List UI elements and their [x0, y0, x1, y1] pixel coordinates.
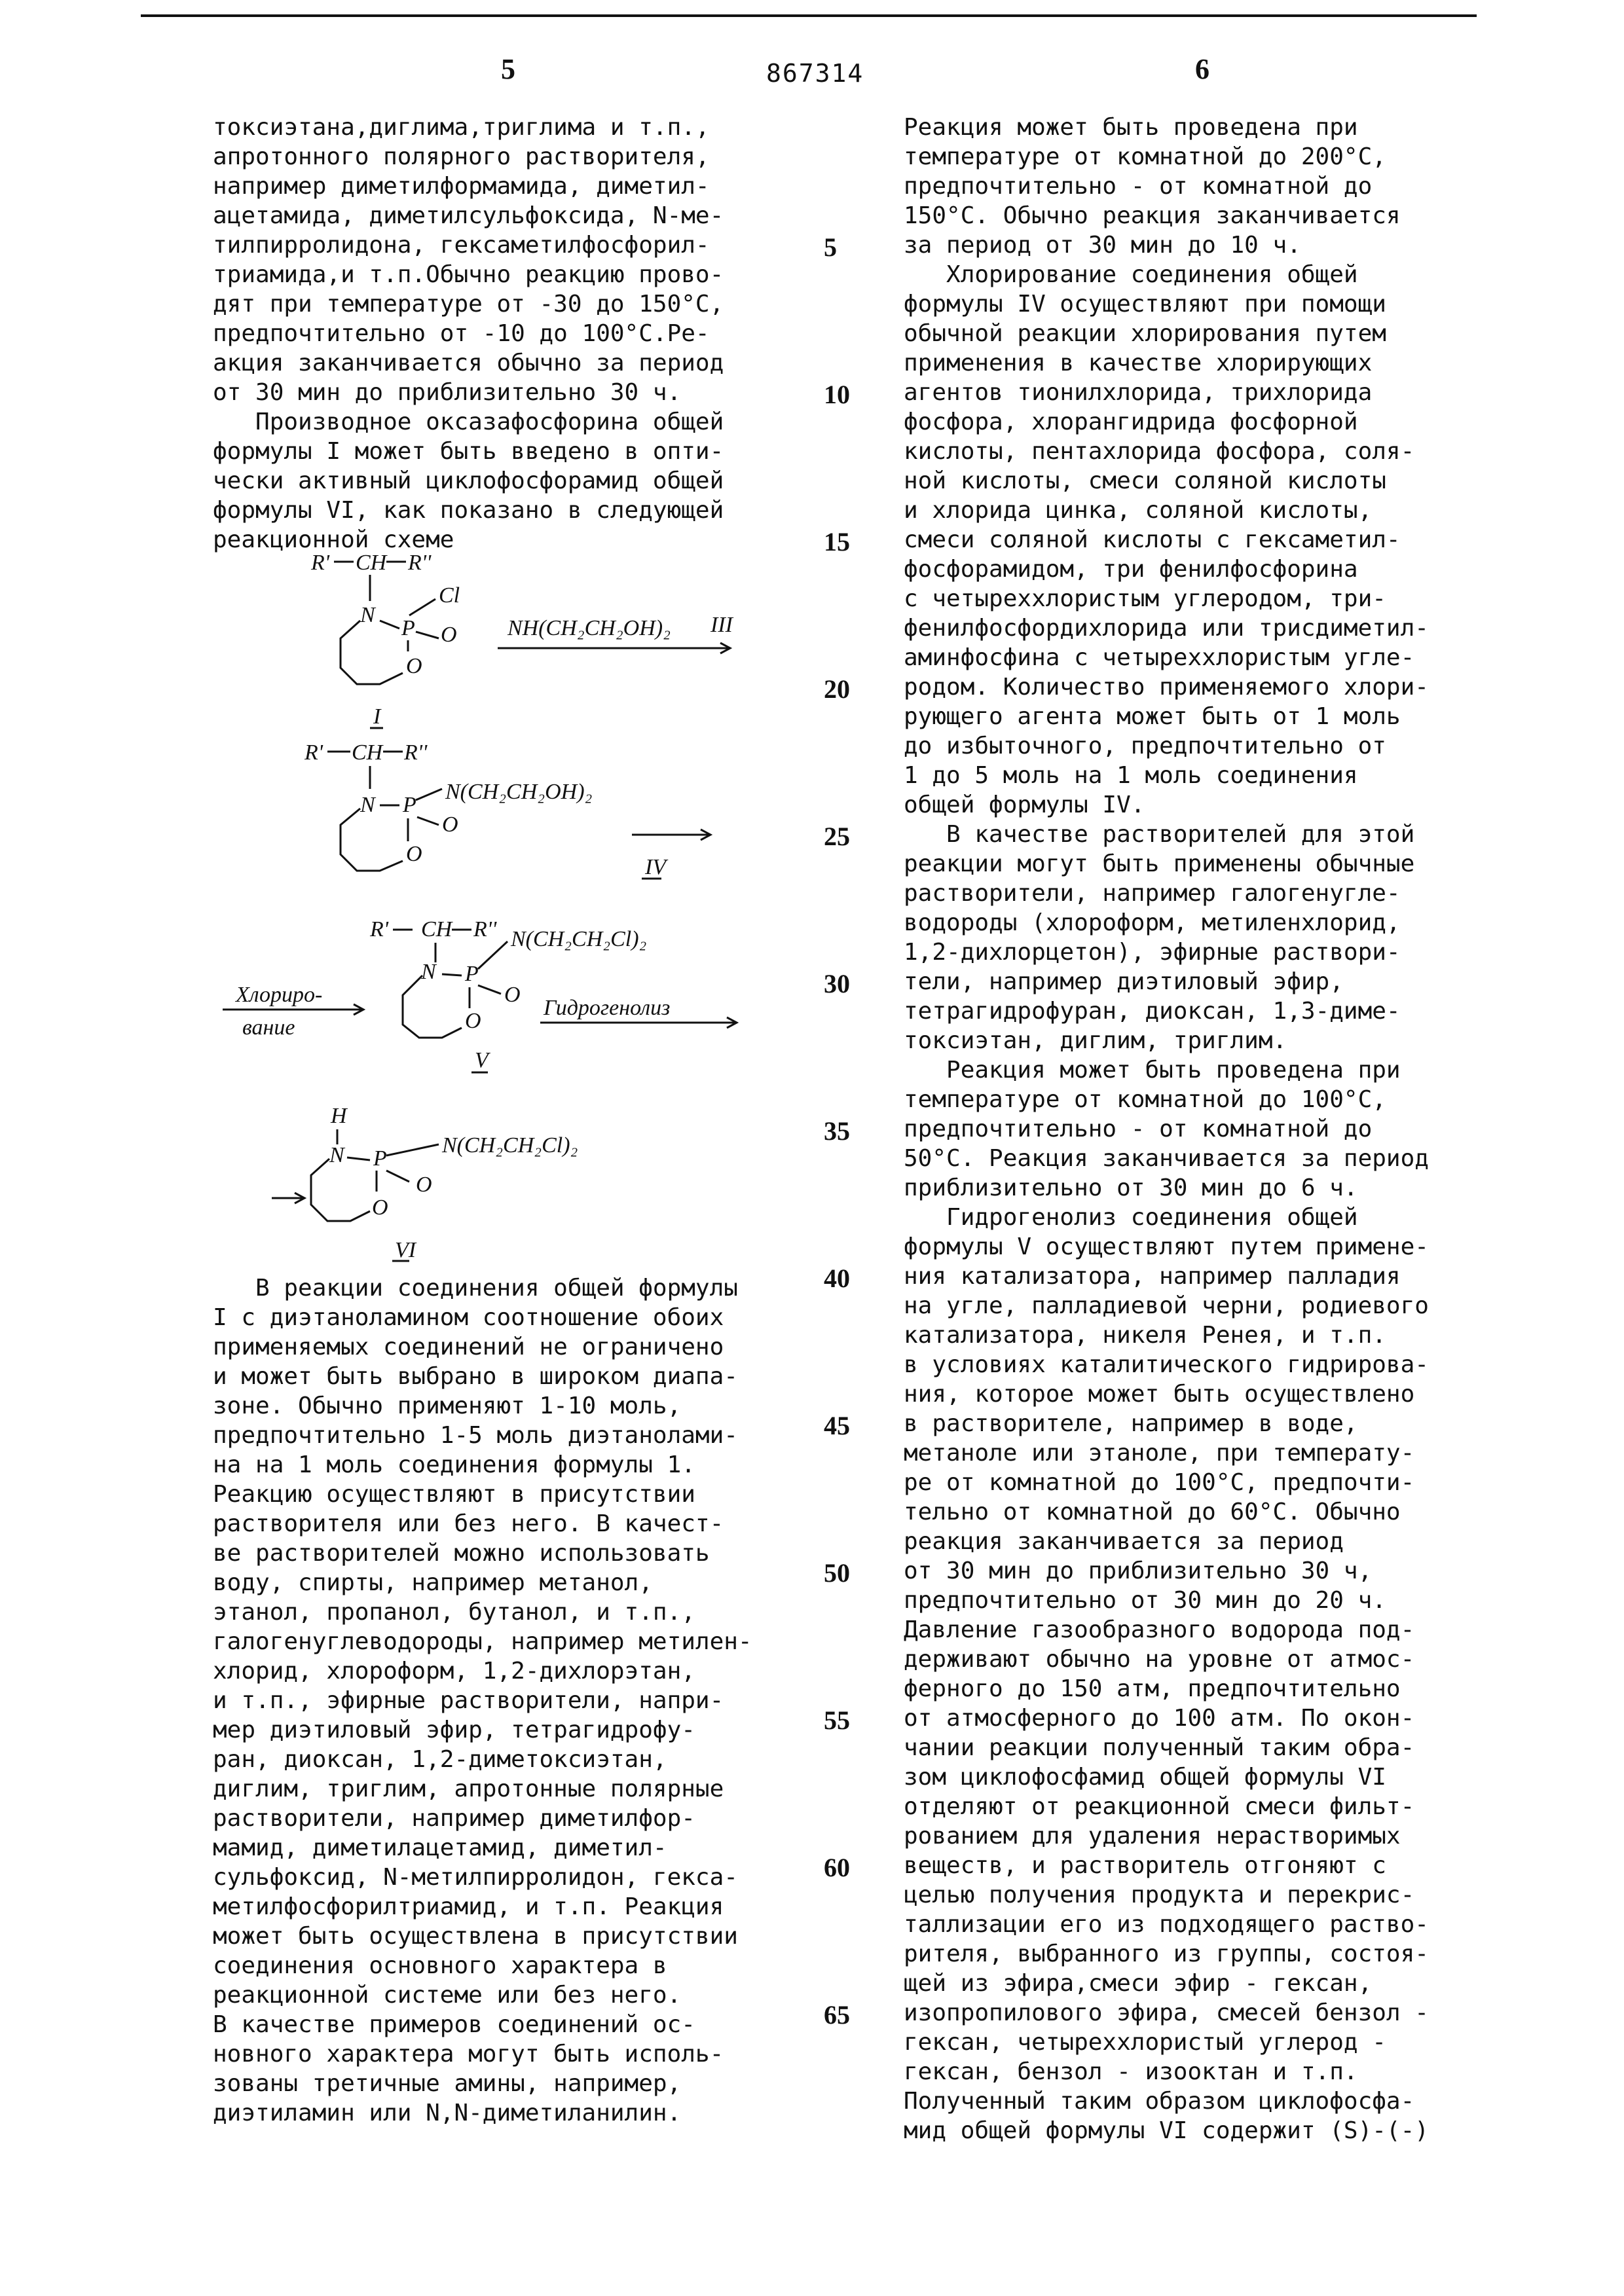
text-line: метилфосфорилтриамид, и т.п. Реакция	[213, 1893, 724, 1920]
right-column	[904, 113, 1532, 2145]
text-line: аминфосфина с четыреххлористым угле-	[904, 644, 1415, 671]
text-line: растворители, например галогенугле-	[904, 880, 1401, 907]
text-line: фосфорамидом, три фенилфосфорина	[904, 556, 1358, 583]
text-line: приблизительно от 30 мин до 6 ч.	[904, 1175, 1358, 1201]
text-line: предпочтительно - от комнатной до	[904, 173, 1373, 200]
text-line: ной кислоты, смеси соляной кислоты	[904, 467, 1386, 494]
patent-number: 867314	[766, 59, 864, 88]
r2-label: R''	[404, 740, 428, 765]
text-line: диглим, триглим, апротонные полярные	[213, 1776, 724, 1802]
text-line: хлорид, хлороформ, 1,2-дихлорэтан,	[213, 1658, 695, 1685]
text-line: Хлорирование соединения общей	[904, 261, 1358, 288]
page-number-right: 6	[1195, 53, 1209, 85]
compound-V	[369, 917, 646, 1072]
text-line: до избыточного, предпочтительно от	[904, 733, 1386, 759]
text-line: тилпирролидона, гексаметилфосфорил-	[213, 232, 710, 259]
text-line: В реакции соединения общей формулы	[213, 1275, 738, 1302]
text-line: соединения основного характера в	[213, 1952, 667, 1979]
text-line: чески активный циклофосфорамид общей	[213, 467, 724, 494]
left-column-bottom	[213, 1273, 841, 2128]
label-IV: IV	[645, 855, 667, 879]
text-line: предпочтительно 1-5 моль диэтанолами-	[213, 1422, 738, 1449]
text-line: В качестве растворителей для этой	[904, 821, 1415, 848]
ch-label: CH	[356, 551, 387, 575]
label-III: III	[710, 613, 733, 637]
line-number: 35	[824, 1116, 850, 1146]
r1-label: R'	[370, 917, 389, 941]
text-line: рованием для удаления нерастворимых	[904, 1823, 1401, 1850]
text-line: акция заканчивается обычно за период	[213, 350, 724, 376]
p-label: P	[403, 793, 416, 817]
text-line: агентов тионилхлорида, трихлорида	[904, 379, 1373, 406]
top-rule	[141, 14, 1477, 17]
text-line: щей из эфира,смеси эфир - гексан,	[904, 1970, 1373, 1997]
text-line: формулы V осуществляют путем примене-	[904, 1233, 1429, 1260]
reagent-III: NH(CH₂CH₂OH)₂	[507, 616, 671, 640]
text-line: апротонного полярного растворителя,	[213, 143, 710, 170]
r1-label: R'	[304, 740, 323, 765]
text-line: растворители, например диметилфор-	[213, 1805, 695, 1832]
line-number: 65	[824, 2000, 850, 2030]
hydrogenolysis-label: Гидрогенолиз	[544, 996, 671, 1020]
o-label: O	[441, 623, 457, 647]
text-line: может быть осуществлена в присутствии	[213, 1923, 738, 1950]
r2-label: R''	[408, 551, 432, 575]
compound-I	[310, 551, 460, 729]
text-line: В качестве примеров соединений ос-	[213, 2011, 695, 2038]
line-number: 50	[824, 1558, 850, 1588]
p-label: P	[465, 962, 479, 986]
page-number-left: 5	[501, 53, 515, 85]
text-line: ве растворителей можно использовать	[213, 1540, 710, 1567]
n-label: N	[329, 1143, 344, 1167]
text-line: рующего агента может быть от 1 моль	[904, 703, 1401, 730]
text-line: применяемых соединений не ограничено	[213, 1334, 724, 1360]
text-line: зоне. Обычно применяют 1-10 моль,	[213, 1393, 682, 1419]
text-line: смеси соляной кислоты с гексаметил-	[904, 526, 1401, 553]
substituent-IV: N(CH₂CH₂OH)₂	[445, 780, 593, 804]
compound-IV	[304, 740, 592, 871]
text-line: реакционной схеме	[213, 526, 454, 553]
text-line: реакции могут быть применены обычные	[904, 850, 1415, 877]
text-line: зом циклофосфамид общей формулы VI	[904, 1764, 1386, 1791]
p-label: P	[373, 1146, 387, 1171]
text-line: дят при температуре от -30 до 150°С,	[213, 291, 724, 318]
r2-label: R''	[473, 917, 497, 941]
compound-VI	[311, 1104, 578, 1262]
text-line: кислоты, пентахлорида фосфора, соля-	[904, 438, 1415, 465]
text-line: от 30 мин до приблизительно 30 ч,	[904, 1558, 1373, 1584]
text-line: растворителя или без него. В качест-	[213, 1510, 724, 1537]
text-line: ния катализатора, например палладия	[904, 1263, 1401, 1290]
text-line: водороды (хлороформ, метиленхлорид,	[904, 909, 1401, 936]
chlorination-label-2: вание	[242, 1015, 295, 1040]
text-line: фосфора, хлорангидрида фосфорной	[904, 409, 1358, 435]
text-line: чании реакции полученный таким обра-	[904, 1734, 1415, 1761]
text-line: токсиэтан, диглим, триглим.	[904, 1027, 1287, 1054]
text-line: от атмосферного до 100 атм. По окон-	[904, 1705, 1415, 1732]
text-line: воду, спирты, например метанол,	[213, 1569, 653, 1596]
text-line: изопропилового эфира, смесей бензол -	[904, 1999, 1429, 2026]
o-ring-label: O	[406, 654, 422, 678]
line-number: 30	[824, 969, 850, 998]
text-line: катализатора, никеля Ренея, и т.п.	[904, 1322, 1386, 1349]
p-label: P	[401, 616, 415, 640]
text-line: применения в качестве хлорирующих	[904, 350, 1373, 376]
text-line: мамид, диметилацетамид, диметил-	[213, 1834, 667, 1861]
text-line: и хлорида цинка, соляной кислоты,	[904, 497, 1373, 524]
label-VI: VI	[395, 1238, 416, 1262]
text-line: и может быть выбрано в широком диапа-	[213, 1363, 738, 1390]
chlorination-label-1: Хлориро-	[236, 983, 323, 1007]
text-line: на на 1 моль соединения формулы 1.	[213, 1451, 695, 1478]
text-line: от 30 мин до приблизительно 30 ч.	[213, 379, 682, 406]
text-line: гексан, четыреххлористый углерод -	[904, 2029, 1386, 2056]
text-line: отделяют от реакционной смеси фильт-	[904, 1793, 1415, 1820]
substituent-V: N(CH₂CH₂Cl)₂	[511, 927, 647, 951]
label-I: I	[373, 704, 381, 729]
text-line: веществ, и растворитель отгоняют с	[904, 1852, 1386, 1879]
text-line: предпочтительно от 30 мин до 20 ч.	[904, 1587, 1386, 1614]
text-line: Реакция может быть проведена при	[904, 1057, 1401, 1084]
text-line: формулы VI, как показано в следующей	[213, 497, 724, 524]
n-label: N	[360, 603, 375, 627]
o-label: O	[442, 812, 458, 837]
text-line: триамида,и т.п.Обычно реакцию прово-	[213, 261, 724, 288]
text-line: I с диэтаноламином соотношение обоих	[213, 1304, 724, 1331]
line-number: 40	[824, 1264, 850, 1293]
line-number: 25	[824, 822, 850, 851]
text-line: формулы I может быть введено в опти-	[213, 438, 724, 465]
text-line: ре от комнатной до 100°С, предпочти-	[904, 1469, 1415, 1496]
text-line: гексан, бензол - изооктан и т.п.	[904, 2058, 1358, 2085]
line-number: 15	[824, 527, 850, 556]
text-line: Давление газообразного водорода под-	[904, 1616, 1415, 1643]
line-number: 5	[824, 232, 837, 262]
o-label: O	[504, 983, 521, 1007]
text-line: токсиэтана,диглима,триглима и т.п.,	[213, 114, 710, 141]
text-line: целью получения продукта и перекрис-	[904, 1882, 1415, 1908]
text-line: ния, которое может быть осуществлено	[904, 1381, 1415, 1408]
text-line: фенилфосфордихлорида или трисдиметил-	[904, 615, 1429, 642]
text-line: сульфоксид, N-метилпирролидон, гекса-	[213, 1864, 738, 1891]
r1-label: R'	[311, 551, 330, 575]
o-ring-label: O	[465, 1009, 481, 1033]
text-line: температуре от комнатной до 100°С,	[904, 1086, 1386, 1113]
text-line: ран, диоксан, 1,2-диметоксиэтан,	[213, 1746, 667, 1773]
text-line: 1 до 5 моль на 1 моль соединения	[904, 762, 1358, 789]
text-line: метаноле или этаноле, при температу-	[904, 1440, 1415, 1467]
text-line: Полученный таким образом циклофосфа-	[904, 2088, 1415, 2115]
text-line: ферного до 150 атм, предпочтительно	[904, 1675, 1401, 1702]
text-line: за период от 30 мин до 10 ч.	[904, 232, 1301, 259]
line-number: 10	[824, 380, 850, 409]
text-line: Реакцию осуществляют в присутствии	[213, 1481, 695, 1508]
text-line: тельно от комнатной до 60°С. Обычно	[904, 1499, 1401, 1525]
o-label: O	[416, 1173, 432, 1197]
text-line: Гидрогенолиз соединения общей	[904, 1204, 1358, 1231]
text-line: диэтиламин или N,N-диметиланилин.	[213, 2100, 682, 2126]
text-line: 1,2-дихлорцетон), эфирные раствори-	[904, 939, 1401, 966]
text-line: этанол, пропанол, бутанол, и т.п.,	[213, 1599, 695, 1626]
label-V: V	[475, 1048, 489, 1072]
text-line: мид общей формулы VI содержит (S)-(-)	[904, 2117, 1429, 2144]
substituent-VI: N(CH₂CH₂Cl)₂	[442, 1133, 578, 1157]
text-line: мер диэтиловый эфир, тетрагидрофу-	[213, 1717, 695, 1743]
text-line: на угле, палладиевой черни, родиевого	[904, 1292, 1429, 1319]
text-line: обычной реакции хлорирования путем	[904, 320, 1386, 347]
text-line: 50°С. Реакция заканчивается за период	[904, 1145, 1429, 1172]
cl-label: Cl	[439, 583, 460, 608]
o-ring-label: O	[406, 842, 422, 866]
ch-label: CH	[352, 740, 383, 765]
text-line: температуре от комнатной до 200°С,	[904, 143, 1386, 170]
text-line: 150°С. Обычно реакция заканчивается	[904, 202, 1401, 229]
h-label: H	[331, 1104, 347, 1128]
text-line: например диметилформамида, диметил-	[213, 173, 710, 200]
text-line: предпочтительно - от комнатной до	[904, 1116, 1373, 1142]
n-label: N	[360, 793, 375, 817]
line-number: 60	[824, 1853, 850, 1882]
reaction-scheme	[213, 543, 868, 1264]
text-line: с четыреххлористым углеродом, три-	[904, 585, 1386, 612]
text-line: в условиях каталитического гидрирова-	[904, 1351, 1429, 1378]
text-line: общей формулы IV.	[904, 792, 1145, 818]
text-line: в растворителе, например в воде,	[904, 1410, 1358, 1437]
line-number: 20	[824, 674, 850, 704]
text-line: тели, например диэтиловый эфир,	[904, 968, 1344, 995]
text-line: зованы третичные амины, например,	[213, 2070, 682, 2097]
text-line: галогенуглеводороды, например метилен-	[213, 1628, 752, 1655]
text-line: предпочтительно от -10 до 100°С.Ре-	[213, 320, 710, 347]
n-label: N	[421, 960, 436, 984]
text-line: таллизации его из подходящего раство-	[904, 1911, 1429, 1938]
text-line: тетрагидрофуран, диоксан, 1,3-диме-	[904, 998, 1401, 1025]
text-line: Реакция может быть проведена при	[904, 114, 1358, 141]
text-line: рителя, выбранного из группы, состоя-	[904, 1941, 1429, 1967]
text-line: формулы IV осуществляют при помощи	[904, 291, 1386, 318]
line-number: 55	[824, 1705, 850, 1735]
text-line: реакционной системе или без него.	[213, 1982, 682, 2009]
text-line: новного характера могут быть исполь-	[213, 2041, 724, 2068]
text-line: ацетамида, диметилсульфоксида, N-ме-	[213, 202, 724, 229]
ch-label: CH	[421, 917, 452, 941]
text-line: держивают обычно на уровне от атмос-	[904, 1646, 1415, 1673]
text-line: родом. Количество применяемого хлори-	[904, 674, 1429, 701]
text-line: и т.п., эфирные растворители, напри-	[213, 1687, 724, 1714]
left-column-top	[213, 113, 841, 555]
text-line: Производное оксазафосфорина общей	[213, 409, 724, 435]
o-ring-label: O	[372, 1195, 388, 1220]
text-line: реакция заканчивается за период	[904, 1528, 1344, 1555]
line-number: 45	[824, 1411, 850, 1440]
